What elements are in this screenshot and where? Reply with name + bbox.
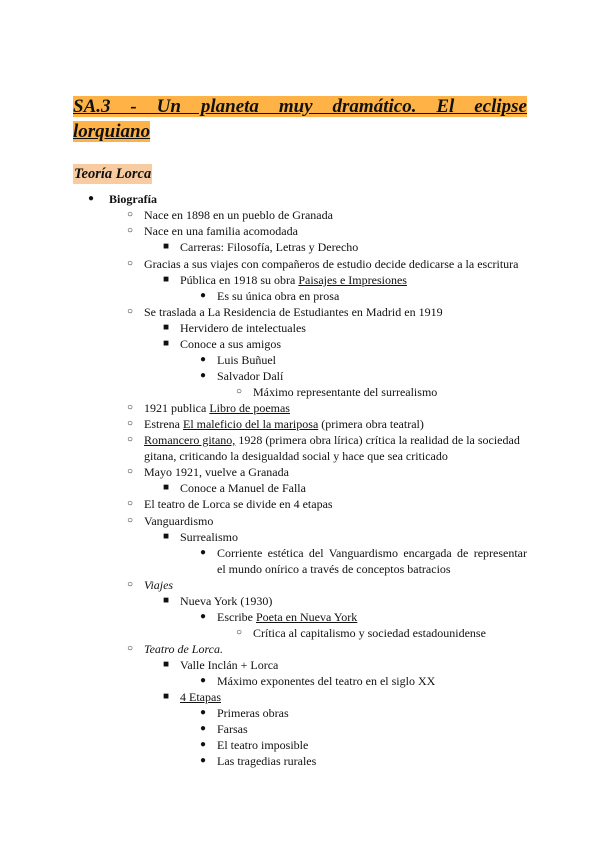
list-item: Nueva York (1930) xyxy=(180,594,273,608)
work-title-link: Paisajes e Impresiones xyxy=(298,273,407,287)
list-item: Teatro de Lorca. xyxy=(144,642,224,656)
filled-circle-bullet: ● xyxy=(199,739,207,750)
hollow-circle-bullet: ○ xyxy=(126,434,134,445)
list-item: Gracias a sus viajes con compañeros de estudio decide dedicarse a la escritura xyxy=(144,257,519,271)
list-item: 4 Etapas xyxy=(180,690,221,704)
filled-circle-bullet: ● xyxy=(199,675,207,686)
hollow-circle-bullet: ○ xyxy=(126,418,134,429)
list-item: Corriente estética del Vanguardismo encargada de representar xyxy=(217,546,527,560)
list-item: Crítica al capitalismo y sociedad estadounidense xyxy=(253,626,486,640)
hollow-circle-bullet: ○ xyxy=(235,627,243,638)
filled-circle-bullet: ● xyxy=(199,290,207,301)
list-item: Surrealismo xyxy=(180,530,238,544)
hollow-circle-bullet: ○ xyxy=(126,258,134,269)
list-item: Nace en una familia acomodada xyxy=(144,224,298,238)
list-item: Conoce a Manuel de Falla xyxy=(180,481,306,495)
list-item: El teatro imposible xyxy=(217,738,309,752)
list-item: Hervidero de intelectuales xyxy=(180,321,306,335)
hollow-circle-bullet: ○ xyxy=(126,515,134,526)
list-item-continuation: el mundo onírico a través de conceptos batracios xyxy=(217,562,451,576)
filled-circle-bullet: ● xyxy=(199,707,207,718)
filled-circle-bullet: ● xyxy=(199,370,207,381)
list-item: 1921 publica Libro de poemas xyxy=(144,401,290,415)
list-item: Viajes xyxy=(144,578,174,592)
filled-circle-bullet: ● xyxy=(199,755,207,766)
list-item: Conoce a sus amigos xyxy=(180,337,281,351)
list-item: Se traslada a La Residencia de Estudiantes en Madrid en 1919 xyxy=(144,305,443,319)
filled-circle-bullet: ● xyxy=(199,723,207,734)
square-bullet: ■ xyxy=(162,338,170,349)
list-item: Farsas xyxy=(217,722,248,736)
work-title-link: Romancero gitano, xyxy=(144,433,236,447)
square-bullet: ■ xyxy=(162,274,170,285)
hollow-circle-bullet: ○ xyxy=(235,386,243,397)
hollow-circle-bullet: ○ xyxy=(126,466,134,477)
page-title xyxy=(73,94,527,144)
list-item: Carreras: Filosofía, Letras y Derecho xyxy=(180,240,359,254)
hollow-circle-bullet: ○ xyxy=(126,498,134,509)
title-line-1: SA.3 - Un planeta muy dramático. El eclipse xyxy=(73,96,527,117)
work-title-link: Libro de poemas xyxy=(209,401,290,415)
list-item: Escribe Poeta en Nueva York xyxy=(217,610,358,624)
square-bullet: ■ xyxy=(162,531,170,542)
square-bullet: ■ xyxy=(162,595,170,606)
list-item: Luis Buñuel xyxy=(217,353,276,367)
list-item: Mayo 1921, vuelve a Granada xyxy=(144,465,289,479)
filled-circle-bullet: ● xyxy=(199,547,207,558)
square-bullet: ■ xyxy=(162,482,170,493)
hollow-circle-bullet: ○ xyxy=(126,402,134,413)
work-title-link: Poeta en Nueva York xyxy=(255,610,358,624)
list-item: El teatro de Lorca se divide en 4 etapas xyxy=(144,497,333,511)
square-bullet: ■ xyxy=(162,659,170,670)
list-item: Romancero gitano, 1928 (primera obra lírica) crítica la realidad de la sociedad xyxy=(144,433,520,447)
work-title-link: El maleficio del la mariposa xyxy=(182,417,319,431)
list-item: Estrena El maleficio del la mariposa (primera obra teatral) xyxy=(144,417,424,431)
list-item: Primeras obras xyxy=(217,706,289,720)
list-item: Salvador Dalí xyxy=(217,369,284,383)
list-item: Pública en 1918 su obra Paisajes e Impresiones xyxy=(180,273,407,287)
list-item: Es su única obra en prosa xyxy=(217,289,340,303)
hollow-circle-bullet: ○ xyxy=(126,306,134,317)
list-item: Valle Inclán + Lorca xyxy=(180,658,279,672)
list-item-continuation: gitana, criticando la desigualdad social y hace que sea criticado xyxy=(144,449,448,463)
filled-circle-bullet: ● xyxy=(199,611,207,622)
square-bullet: ■ xyxy=(162,322,170,333)
list-item: Las tragedias rurales xyxy=(217,754,317,768)
title-line-2: lorquiano xyxy=(73,121,151,142)
square-bullet: ■ xyxy=(162,691,170,702)
list-item: Máximo representante del surrealismo xyxy=(253,385,438,399)
list-item: Vanguardismo xyxy=(144,514,214,528)
filled-circle-bullet: ● xyxy=(199,354,207,365)
list-item: Nace en 1898 en un pueblo de Granada xyxy=(144,208,333,222)
list-item-biografia: Biografía xyxy=(109,192,157,206)
section-heading: Teoría Lorca xyxy=(74,166,152,182)
hollow-circle-bullet: ○ xyxy=(126,579,134,590)
hollow-circle-bullet: ○ xyxy=(126,643,134,654)
square-bullet: ■ xyxy=(162,241,170,252)
list-item: Máximo exponentes del teatro en el siglo XX xyxy=(217,674,436,688)
hollow-circle-bullet: ○ xyxy=(126,209,134,220)
hollow-circle-bullet: ○ xyxy=(126,225,134,236)
filled-circle-bullet: ● xyxy=(87,193,95,204)
